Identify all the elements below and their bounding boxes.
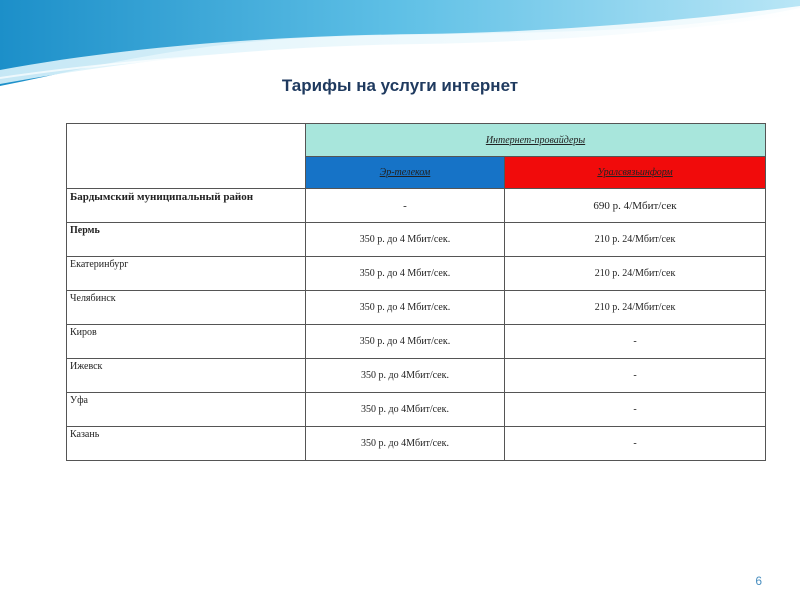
price-cell-provider1: 350 р. до 4Мбит/сек. [306,427,505,461]
price-cell-provider2: 690 р. 4/Мбит/сек [505,189,766,223]
price-cell-provider1: 350 р. до 4 Мбит/сек. [306,223,505,257]
slide-page-number: 6 [755,574,762,588]
city-cell: Казань [67,427,306,461]
providers-group-header: Интернет-провайдеры [306,124,766,157]
provider-header-uralsvyazinform: Уралсвязьинформ [505,157,766,189]
price-cell-provider1: 350 р. до 4 Мбит/сек. [306,257,505,291]
price-cell-provider1: 350 р. до 4Мбит/сек. [306,359,505,393]
table-row [67,427,766,461]
tariff-table [66,123,766,461]
provider-header-er-telecom: Эр-телеком [306,157,505,189]
slide-title: Тарифы на услуги интернет [281,76,519,95]
table-row [67,189,766,223]
table-row [67,393,766,427]
price-cell-provider2: - [505,427,766,461]
price-cell-provider2: - [505,325,766,359]
city-cell: Киров [67,325,306,359]
table-row [67,291,766,325]
price-cell-provider2: 210 р. 24/Мбит/сек [505,291,766,325]
price-cell-provider1: - [306,189,505,223]
price-cell-provider1: 350 р. до 4Мбит/сек. [306,393,505,427]
empty-corner-cell [67,124,306,189]
price-cell-provider1: 350 р. до 4 Мбит/сек. [306,291,505,325]
city-cell: Ижевск [67,359,306,393]
price-cell-provider2: 210 р. 24/Мбит/сек [505,223,766,257]
city-cell: Уфа [67,393,306,427]
price-cell-provider1: 350 р. до 4 Мбит/сек. [306,325,505,359]
table-row [67,359,766,393]
price-cell-provider2: - [505,393,766,427]
city-cell: Челябинск [67,291,306,325]
city-cell: Екатеринбург [67,257,306,291]
price-cell-provider2: 210 р. 24/Мбит/сек [505,257,766,291]
table-row [67,223,766,257]
table-row [67,257,766,291]
city-cell: Бардымский муниципальный район [67,189,306,223]
price-cell-provider2: - [505,359,766,393]
city-cell: Пермь [67,223,306,257]
table-row [67,325,766,359]
